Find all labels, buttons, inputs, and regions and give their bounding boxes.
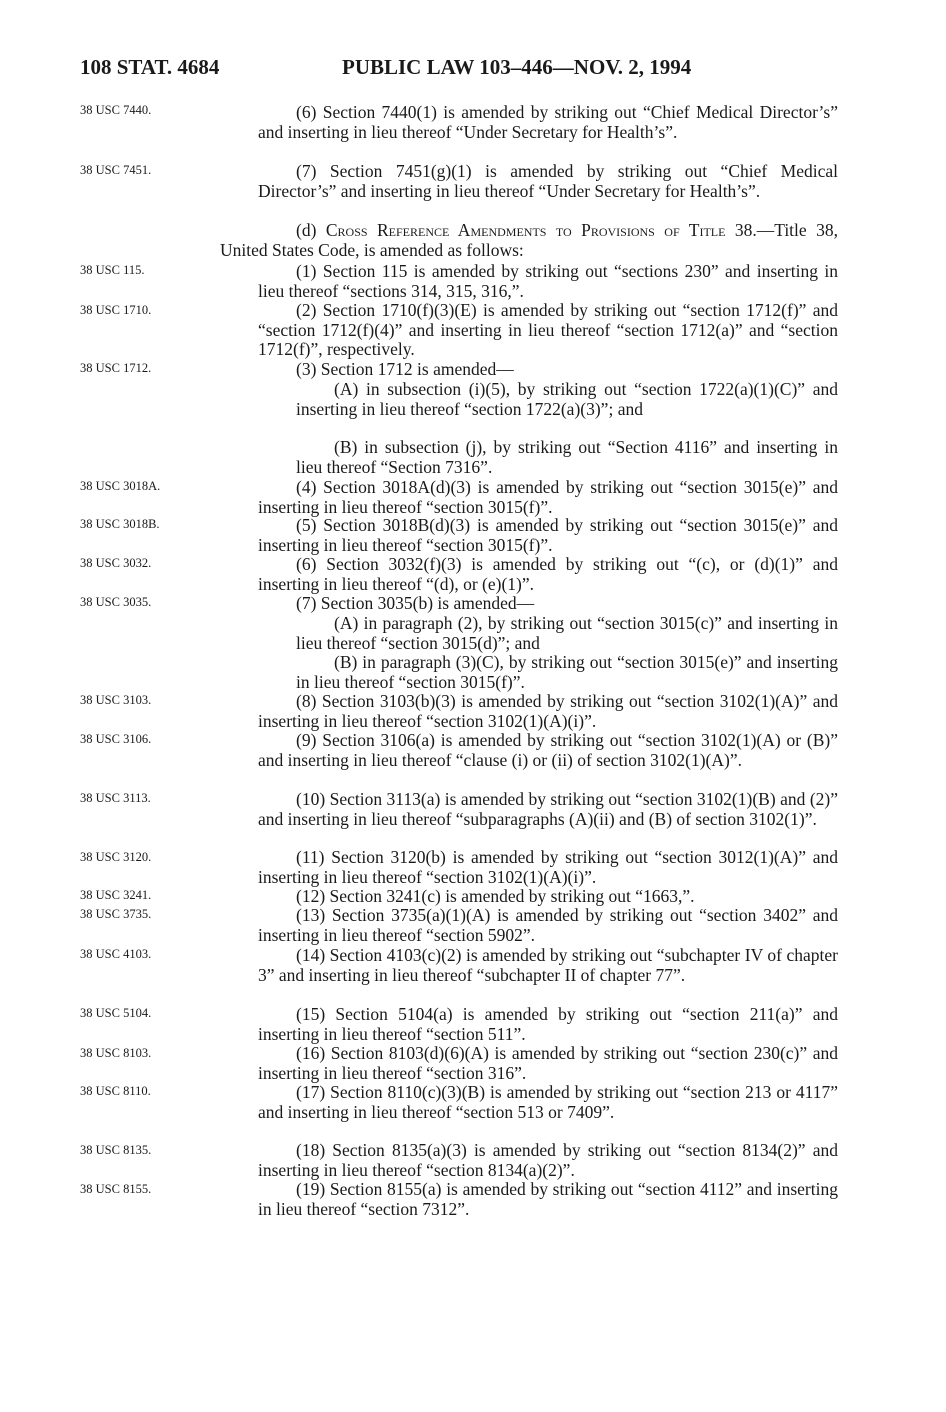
paragraph-d15: (15) Section 5104(a) is amended by striking out “section 211(a)” and inserting in lieu thereof “section 511”. [258, 1004, 838, 1044]
paragraph-d14: (14) Section 4103(c)(2) is amended by striking out “subchapter IV of chapter 3” and inserting in lieu thereof “subchapter II of chapter 77”. [258, 945, 838, 985]
paragraph-d5: (5) Section 3018B(d)(3) is amended by striking out “section 3015(e)” and inserting in lieu thereof “section 3015(f)”. [258, 515, 838, 555]
paragraph-d7: (7) Section 3035(b) is amended— [296, 593, 535, 613]
margin-note: 38 USC 3120. [80, 850, 152, 864]
margin-note: 38 USC 4103. [80, 947, 152, 961]
margin-note: 38 USC 3018B. [80, 517, 160, 531]
margin-note: 38 USC 8135. [80, 1143, 152, 1157]
paragraph-d16: (16) Section 8103(d)(6)(A) is amended by striking out “section 230(c)” and inserting in lieu thereof “section 316”. [258, 1043, 838, 1083]
margin-note: 38 USC 3035. [80, 595, 152, 609]
margin-note: 38 USC 115. [80, 263, 145, 277]
paragraph-d1: (1) Section 115 is amended by striking out “sections 230” and inserting in lieu thereof “sections 314, 315, 316,”. [258, 261, 838, 301]
margin-note: 38 USC 3106. [80, 732, 152, 746]
margin-note: 38 USC 3735. [80, 907, 152, 921]
paragraph-d19: (19) Section 8155(a) is amended by striking out “section 4112” and inserting in lieu thereof “section 7312”. [258, 1179, 838, 1219]
paragraph-d13: (13) Section 3735(a)(1)(A) is amended by striking out “section 3402” and inserting in lieu thereof “section 5902”. [258, 905, 838, 945]
margin-note: 38 USC 7440. [80, 103, 152, 117]
margin-note: 38 USC 8103. [80, 1046, 152, 1060]
paragraph-d8: (8) Section 3103(b)(3) is amended by striking out “section 3102(1)(A)” and inserting in lieu thereof “section 3102(1)(A)(i)”. [258, 691, 838, 731]
margin-note: 38 USC 3113. [80, 791, 151, 805]
paragraph-d6: (6) Section 3032(f)(3) is amended by striking out “(c), or (d)(1)” and inserting in lieu thereof “(d), or (e)(1)”. [258, 554, 838, 594]
paragraph-d3A: (A) in subsection (i)(5), by striking out “section 1722(a)(1)(C)” and inserting in lieu thereof “section 1722(a)(3)”; and [296, 379, 838, 419]
public-law-title: PUBLIC LAW 103–446—NOV. 2, 1994 [342, 55, 692, 79]
margin-note: 38 USC 7451. [80, 163, 152, 177]
paragraph-d12: (12) Section 3241(c) is amended by striking out “1663,”. [296, 886, 695, 906]
margin-note: 38 USC 3032. [80, 556, 152, 570]
margin-note: 38 USC 3241. [80, 888, 152, 902]
margin-note: 38 USC 8110. [80, 1084, 151, 1098]
paragraph-d11: (11) Section 3120(b) is amended by striking out “section 3012(1)(A)” and inserting in lieu thereof “section 3102(1)(A)(i)”. [258, 847, 838, 887]
page-header [80, 55, 860, 95]
margin-note: 38 USC 5104. [80, 1006, 152, 1020]
paragraph-d10: (10) Section 3113(a) is amended by striking out “section 3102(1)(B) and (2)” and inserting in lieu thereof “subparagraphs (A)(ii) and (B) of section 3102(1)”. [258, 789, 838, 829]
paragraph-d4: (4) Section 3018A(d)(3) is amended by striking out “section 3015(e)” and inserting in lieu thereof “section 3015(f)”. [258, 477, 838, 517]
paragraph-d17: (17) Section 8110(c)(3)(B) is amended by striking out “section 213 or 4117” and inserting in lieu thereof “section 513 or 7409”. [258, 1082, 838, 1122]
margin-note: 38 USC 1710. [80, 303, 152, 317]
paragraph-d2: (2) Section 1710(f)(3)(E) is amended by striking out “section 1712(f)” and “section 1712(f)(4)” and inserting in lieu thereof “section 1712(a)” and “section 1712(f)”, respectively. [258, 300, 838, 359]
subsection-d-title: Cross Reference Amendments to Provisions of Title 38 [325, 220, 753, 240]
margin-note: 38 USC 3018A. [80, 479, 161, 493]
paragraph-d3: (3) Section 1712 is amended— [296, 359, 514, 379]
paragraph-d7A: (A) in paragraph (2), by striking out “section 3015(c)” and inserting in lieu thereof “section 3015(d)”; and [296, 613, 838, 653]
stat-page-number: 108 STAT. 4684 [80, 55, 220, 79]
subsection-d-heading: (d) Cross Reference Amendments to Provisions of Title 38.—Title 38, United States Code, is amended as follows: [220, 220, 838, 260]
paragraph-6: (6) Section 7440(1) is amended by striking out “Chief Medical Director’s” and inserting in lieu thereof “Under Secretary for Health’s”. [258, 102, 838, 142]
margin-note: 38 USC 8155. [80, 1182, 152, 1196]
paragraph-d7B: (B) in paragraph (3)(C), by striking out “section 3015(e)” and inserting in lieu thereof “section 3015(f)”. [296, 652, 838, 692]
paragraph-7: (7) Section 7451(g)(1) is amended by striking out “Chief Medical Director’s” and inserting in lieu thereof “Under Secretary for Health’s”. [258, 161, 838, 201]
margin-note: 38 USC 1712. [80, 361, 152, 375]
margin-note: 38 USC 3103. [80, 693, 152, 707]
paragraph-d9: (9) Section 3106(a) is amended by striking out “section 3102(1)(A) or (B)” and inserting in lieu thereof “clause (i) or (ii) of section 3102(1)(A)”. [258, 730, 838, 770]
paragraph-d18: (18) Section 8135(a)(3) is amended by striking out “section 8134(2)” and inserting in lieu thereof “section 8134(a)(2)”. [258, 1140, 838, 1180]
paragraph-d3B: (B) in subsection (j), by striking out “Section 4116” and inserting in lieu thereof “Section 7316”. [296, 437, 838, 477]
